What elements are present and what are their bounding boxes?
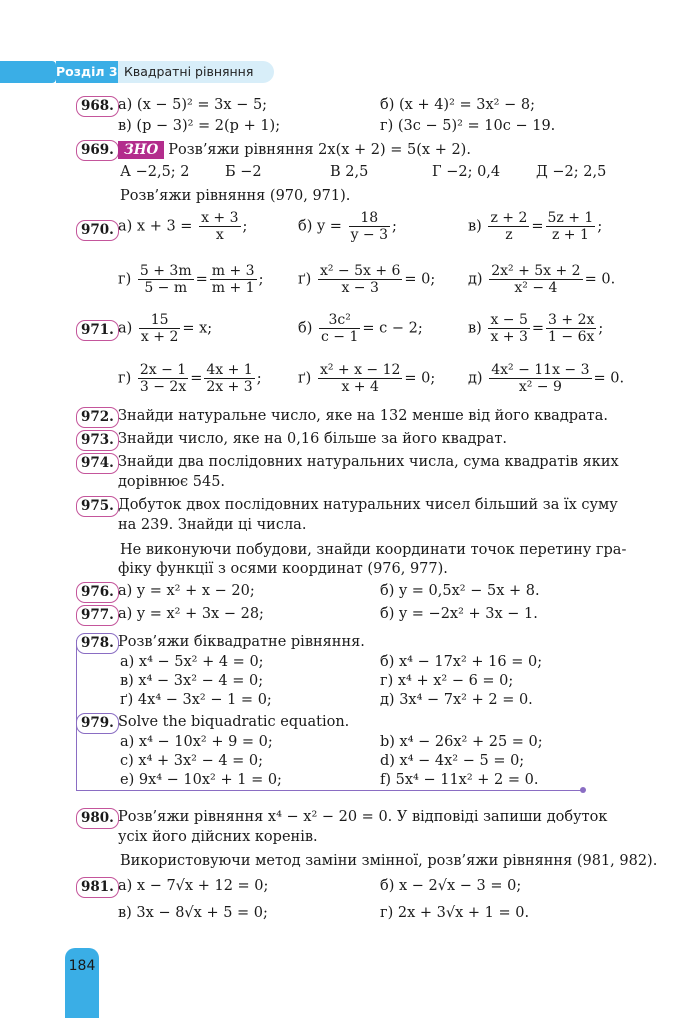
item-e: e) 9x⁴ − 10x² + 1 = 0; [120, 772, 282, 788]
problem-number: 969. [76, 140, 119, 161]
item-g: г) 2x + 3√x + 1 = 0. [380, 905, 530, 921]
problem-969-text: Розв’яжи рівняння 2x(x + 2) = 5(x + 2). [168, 142, 471, 158]
item-g2: ґ) 4x⁴ − 3x² − 1 = 0; [120, 692, 272, 708]
equation: ґ) $\frac{\text{x² − 5x + 6}}{x - 3}$ = 0; [298, 263, 436, 296]
problem-number: 968. [76, 96, 119, 117]
problem-text: Знайди два послідовних натуральних числа, сума квадратів яких [118, 454, 619, 470]
equation: г) $\frac{2x - 1}{3 - 2x}$ = $\frac{4x + 1}{2x + 3}$ ; [118, 362, 262, 395]
item-v: в) 3x − 8√x + 5 = 0; [118, 905, 268, 921]
equation: г) $\frac{5 + 3m}{5 - m}$ = $\frac{m + 3}{m + 1}$ ; [118, 263, 264, 296]
item-b: б) x⁴ − 17x² + 16 = 0; [380, 654, 543, 670]
problem-text: Добуток двох послідовних натуральних чисел більший за їх суму [118, 497, 618, 513]
item-a: a) x⁴ − 10x² + 9 = 0; [120, 734, 273, 750]
equation: д) $\frac{\text{4x² − 11x − 3}}{\text{x² − 9}}$ = 0. [468, 362, 625, 395]
section-title: Квадратні рівняння [118, 61, 274, 83]
item-g: г) x⁴ + x² − 6 = 0; [380, 673, 514, 689]
item-b: б) x − 2√x − 3 = 0; [380, 878, 522, 894]
problem-text: Solve the biquadratic equation. [118, 714, 350, 730]
item-v: в) (p − 3)² = 2(p + 1); [118, 118, 281, 134]
item-d: d) x⁴ − 4x² − 5 = 0; [380, 753, 525, 769]
equation: б) $\frac{\text{3c²}}{c - 1}$ = c − 2; [298, 312, 423, 345]
problem-number: 981. [76, 877, 119, 898]
item-d: д) 3x⁴ − 7x² + 2 = 0. [380, 692, 533, 708]
equation: д) $\frac{\text{2x² + 5x + 2}}{\text{x² − 4}}$ = 0. [468, 263, 616, 296]
problem-text: Знайди натуральне число, яке на 132 менше від його квадрата. [118, 408, 608, 424]
problem-number: 973. [76, 430, 119, 451]
item-b: b) x⁴ − 26x² + 25 = 0; [380, 734, 543, 750]
problem-number: 977. [76, 605, 119, 626]
problem-number: 978. [76, 633, 119, 654]
equation: а) $\frac{15}{x + 2}$ = x; [118, 312, 213, 345]
problem-text: Знайди число, яке на 0,16 більше за його квадрат. [118, 431, 507, 447]
problem-number: 974. [76, 453, 119, 474]
problem-text: дорівнює 545. [118, 474, 226, 490]
zno-badge: ЗНО [118, 141, 164, 159]
item-c: c) x⁴ + 3x² − 4 = 0; [120, 753, 264, 769]
problem-text: Розв’яжи біквадратне рівняння. [118, 634, 365, 650]
equation: в) $\frac{x - 5}{x + 3}$ = $\frac{3 + 2x}{1 - 6x}$ ; [468, 312, 604, 345]
item-a: а) y = x² + x − 20; [118, 583, 255, 599]
instruction: Не виконуючи побудови, знайди координати точок перетину гра- [120, 542, 627, 558]
page-number: 184 [68, 958, 96, 974]
group-bracket-line [76, 790, 582, 791]
problem-number: 976. [76, 582, 119, 603]
problem-text [118, 141, 471, 159]
equation: ґ) $\frac{\text{x² + x − 12}}{x + 4}$ = 0; [298, 362, 436, 395]
item-v: в) x⁴ − 3x² − 4 = 0; [120, 673, 264, 689]
item-a: а) x⁴ − 5x² + 4 = 0; [120, 654, 264, 670]
equation: а) x + 3 = $\frac{x + 3}{x}$ ; [118, 210, 248, 243]
problem-number: 975. [76, 496, 119, 517]
item-b: б) (x + 4)² = 3x² − 8; [380, 97, 535, 113]
item-a: а) y = x² + 3x − 28; [118, 606, 264, 622]
item-f: f) 5x⁴ − 11x² + 2 = 0. [380, 772, 539, 788]
item-a: а) (x − 5)² = 3x − 5; [118, 97, 268, 113]
section-tab [0, 61, 56, 83]
equation: б) y = $\frac{18}{y - 3}$ ; [298, 210, 397, 243]
problem-number: 980. [76, 808, 119, 829]
problem-text: на 239. Знайди ці числа. [118, 517, 307, 533]
problem-number: 972. [76, 407, 119, 428]
answer-option: Д −2; 2,5 [536, 164, 607, 180]
group-bracket [76, 640, 77, 790]
problem-text: усіх його дійсних коренів. [118, 829, 318, 845]
answer-option: А −2,5; 2 [120, 164, 190, 180]
problem-number: 970. [76, 220, 119, 241]
problem-number: 979. [76, 713, 119, 734]
problem-number: 971. [76, 320, 119, 341]
instruction: фіку функції з осями координат (976, 977). [118, 561, 448, 577]
equation: в) $\frac{z + 2}{z}$ = $\frac{5z + 1}{z + 1}$ ; [468, 210, 603, 243]
instruction: Розв’яжи рівняння (970, 971). [120, 188, 351, 204]
item-b: б) y = −2x² + 3x − 1. [380, 606, 538, 622]
section-label: Розділ 3 [56, 61, 124, 83]
answer-option: Б −2 [225, 164, 262, 180]
instruction: Використовуючи метод заміни змінної, розв’яжи рівняння (981, 982). [120, 853, 658, 869]
item-b: б) y = 0,5x² − 5x + 8. [380, 583, 540, 599]
answer-option: В 2,5 [330, 164, 369, 180]
answer-option: Г −2; 0,4 [432, 164, 501, 180]
bracket-dot [580, 787, 586, 793]
item-a: а) x − 7√x + 12 = 0; [118, 878, 269, 894]
item-g: г) (3c − 5)² = 10c − 19. [380, 118, 556, 134]
problem-text: Розв’яжи рівняння x⁴ − x² − 20 = 0. У відповіді запиши добуток [118, 809, 608, 825]
